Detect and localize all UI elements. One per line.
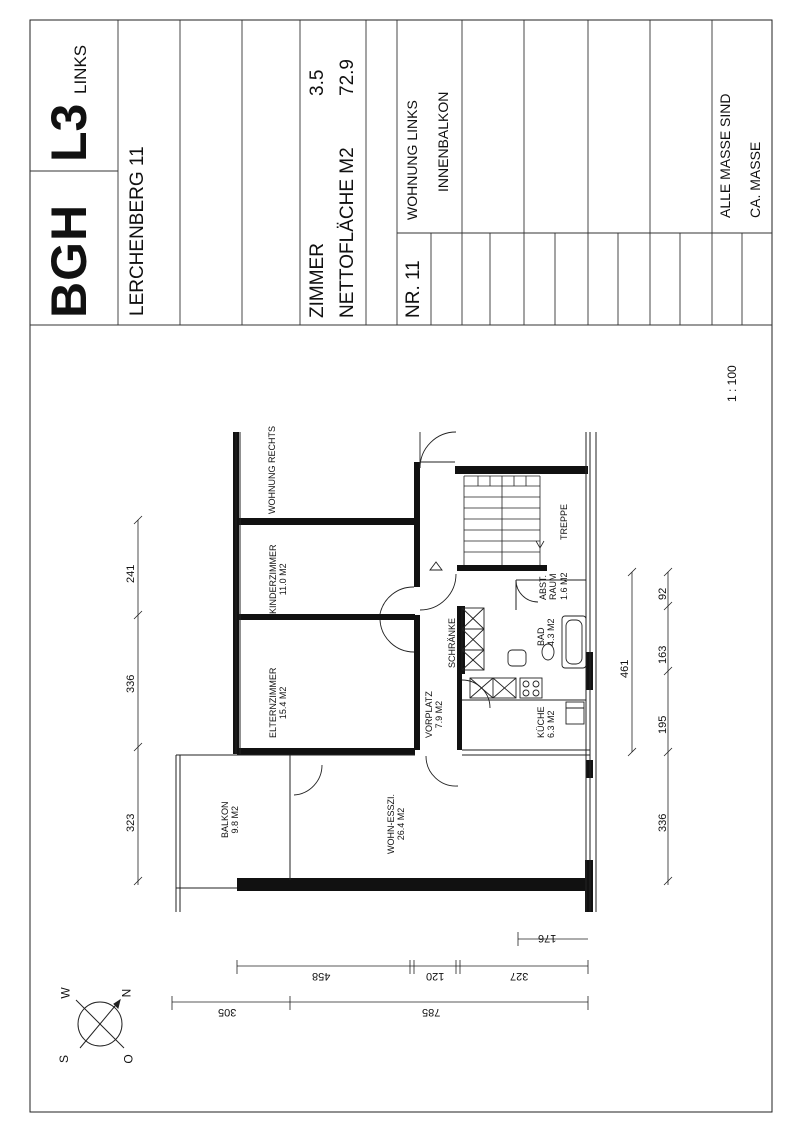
dim-right-3: 195: [657, 715, 669, 734]
fixtures: [462, 608, 586, 724]
dim-bottom-176: 176: [538, 932, 557, 944]
compass-rose: [76, 1000, 124, 1048]
dim-right-total: 461: [619, 659, 631, 678]
rooms-value: 3.5: [307, 69, 328, 96]
compass-n: N: [119, 988, 134, 998]
elternzimmer-area: 15.4 M2: [278, 686, 289, 720]
note-line-2: CA. MASSE: [747, 141, 763, 218]
apartment-description: WOHNUNG LINKS: [404, 100, 420, 220]
neighbor-label: WOHNUNG RECHTS: [267, 426, 277, 514]
dim-bottom-305: 305: [218, 1006, 237, 1018]
room-bad: [536, 618, 557, 646]
dim-bottom-458: 458: [312, 970, 331, 982]
compass-s: S: [57, 1054, 72, 1064]
vorplatz-area: 7.9 M2: [434, 700, 445, 729]
area-value: 72.9: [337, 59, 358, 96]
kueche-name: KÜCHE: [536, 706, 546, 738]
dim-bottom-785: 785: [422, 1006, 441, 1018]
room-elternzimmer: [268, 668, 289, 738]
abstellraum-name-1: ABST.: [538, 574, 548, 600]
balkon-area: 9.8 M2: [230, 805, 241, 834]
vorplatz-name: VORPLATZ: [424, 691, 434, 738]
type-code: L3: [41, 103, 97, 162]
wohn-esszimmer-name: WOHN-ESSZI.: [386, 794, 396, 854]
bad-name: BAD: [536, 627, 546, 646]
type-side: LINKS: [71, 44, 90, 94]
scale-label: 1 : 100: [725, 365, 739, 402]
project-code: BGH: [41, 203, 97, 318]
bad-area: 4.3 M2: [546, 618, 557, 646]
balkon-name: BALKON: [220, 801, 230, 838]
balcony-description: INNENBALKON: [435, 91, 451, 192]
apartment-number: NR. 11: [403, 260, 424, 318]
dim-left-2: 336: [125, 674, 137, 693]
dim-bottom-120: 120: [426, 970, 445, 982]
abstellraum-name-2: RAUM: [548, 573, 559, 600]
elternzimmer-name: ELTERNZIMMER: [268, 667, 278, 738]
dim-right-1: 92: [657, 587, 669, 600]
room-wohn-esszimmer: [386, 794, 407, 854]
dim-right-4: 336: [657, 813, 669, 832]
rooms-label: ZIMMER: [307, 243, 328, 318]
room-kinderzimmer: [268, 545, 289, 615]
room-kueche: [536, 706, 557, 738]
kinderzimmer-name: KINDERZIMMER: [268, 544, 278, 614]
treppe-label: TREPPE: [559, 503, 569, 540]
schraenke-label: SCHRÄNKE: [447, 617, 457, 668]
dim-left-1: 241: [125, 564, 137, 583]
area-label: NETTOFLÄCHE M2: [337, 147, 358, 318]
room-balkon: [220, 801, 241, 838]
address-label: LERCHENBERG 11: [127, 146, 148, 316]
room-abstellraum: [538, 572, 569, 600]
kueche-area: 6.3 M2: [546, 710, 557, 738]
kinderzimmer-area: 11.0 M2: [278, 563, 289, 596]
wohn-esszimmer-area: 26.4 M2: [396, 807, 407, 841]
dim-bottom-327: 327: [510, 970, 529, 982]
staircase: [464, 476, 544, 565]
note-line-1: ALLE MASSE SIND: [717, 93, 733, 218]
room-vorplatz: [424, 691, 445, 738]
dim-left-3: 323: [125, 813, 137, 832]
compass-w: W: [58, 987, 73, 999]
dim-right-2: 163: [657, 645, 669, 664]
abstellraum-area: 1.6 M2: [558, 572, 569, 600]
compass-o: O: [121, 1054, 136, 1064]
